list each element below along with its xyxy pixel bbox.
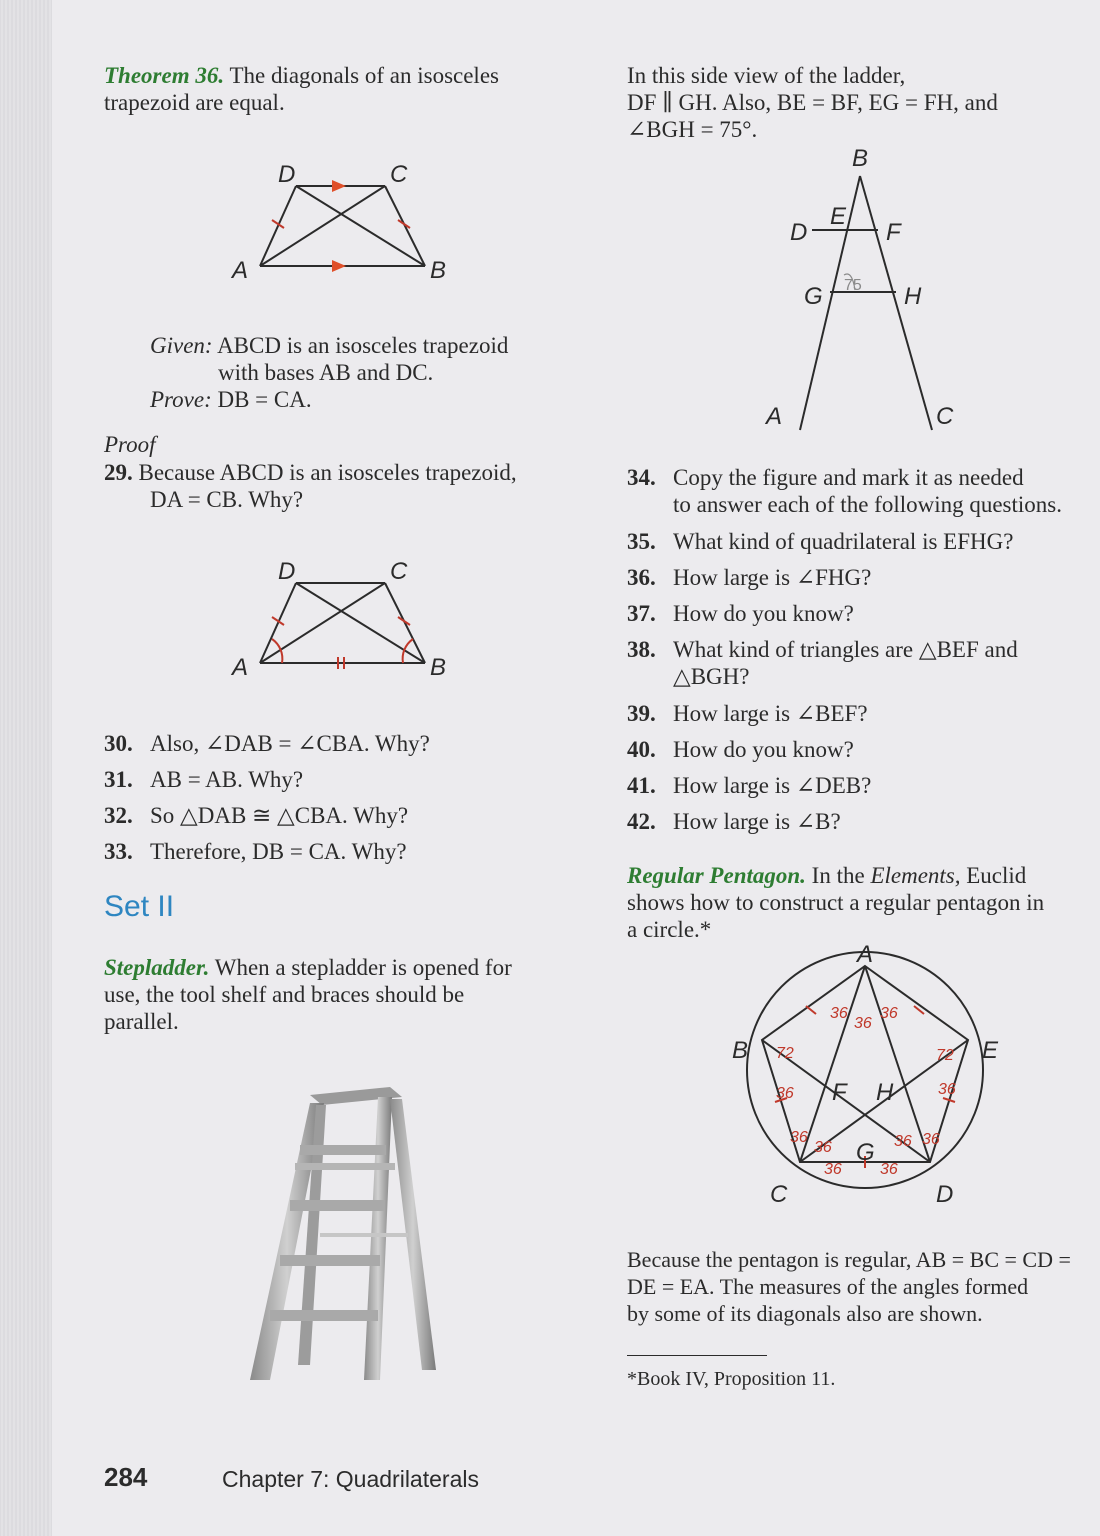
label-D: D [936, 1181, 954, 1208]
label-A: A [232, 257, 249, 284]
prove-block: Prove: DB = CA. [150, 387, 312, 412]
label-B: B [732, 1037, 749, 1064]
pentagon-in-circle-figure [720, 940, 1020, 1220]
label-G: G [804, 283, 823, 310]
svg-text:72: 72 [776, 1045, 794, 1062]
chapter-title: Chapter 7: Quadrilaterals [222, 1466, 479, 1492]
svg-text:36: 36 [880, 1161, 898, 1178]
question-29: 29. Because ABCD is an isosceles trapezoid, DA = CB. Why? [104, 460, 517, 512]
svg-text:36: 36 [814, 1139, 832, 1156]
label-H: H [904, 283, 922, 310]
pentagon-intro: Regular Pentagon. In the Elements, Euclid shows how to construct a regular pentagon in a circle.* [627, 863, 1045, 942]
theorem-36: Theorem 36. The diagonals of an isosceles trapezoid are equal. [104, 63, 499, 115]
label-C: C [936, 403, 954, 430]
label-F: F [832, 1079, 847, 1106]
label-E: E [982, 1037, 999, 1064]
book-spine [0, 0, 52, 1536]
label-D: D [278, 161, 296, 188]
label-C: C [770, 1181, 788, 1208]
pencil-note: 75 [844, 277, 862, 294]
label-B: B [430, 654, 447, 681]
ladder-intro: In this side view of the ladder, DF ∥ GH. Also, BE = BF, EG = FH, and ∠BGH = 75°. [627, 63, 998, 142]
label-D: D [790, 219, 808, 246]
svg-text:72: 72 [936, 1047, 954, 1064]
section-heading-set-ii: Set II [104, 890, 175, 923]
stepladder-photo [240, 1075, 450, 1395]
label-H: H [876, 1079, 894, 1106]
label-B: B [430, 257, 447, 284]
label-B: B [852, 145, 869, 172]
footnote: *Book IV, Proposition 11. [627, 1368, 836, 1390]
label-E: E [830, 203, 847, 230]
svg-text:36: 36 [790, 1129, 808, 1146]
svg-text:36: 36 [776, 1085, 794, 1102]
svg-text:36: 36 [830, 1005, 848, 1022]
label-A: A [766, 403, 783, 430]
svg-text:36: 36 [824, 1161, 842, 1178]
label-A: A [857, 941, 874, 968]
label-G: G [856, 1139, 875, 1166]
proof-label: Proof [104, 432, 156, 457]
theorem-label: Theorem 36. [104, 63, 225, 88]
label-C: C [390, 558, 408, 585]
label-C: C [390, 161, 408, 188]
stepladder-intro: Stepladder. When a stepladder is opened for use, the tool shelf and braces should be parallel. [104, 955, 512, 1034]
footnote-rule [627, 1355, 767, 1356]
svg-text:36: 36 [880, 1005, 898, 1022]
page-number: 284 [104, 1462, 148, 1492]
label-D: D [278, 558, 296, 585]
trapezoid-figure-2 [220, 555, 470, 685]
label-F: F [886, 219, 901, 246]
trapezoid-figure-1 [220, 158, 470, 288]
label-A: A [232, 654, 249, 681]
given-block: Given: ABCD is an isosceles trapezoid with bases AB and DC. [150, 333, 509, 385]
svg-text:36: 36 [854, 1015, 872, 1032]
ladder-side-view-figure [760, 140, 980, 440]
svg-text:36: 36 [922, 1131, 940, 1148]
pentagon-explanation: Because the pentagon is regular, AB = BC = CD = DE = EA. The measures of the angles formed by some of its diagonals also are shown. [627, 1247, 1071, 1326]
svg-text:36: 36 [894, 1133, 912, 1150]
svg-text:36: 36 [938, 1081, 956, 1098]
